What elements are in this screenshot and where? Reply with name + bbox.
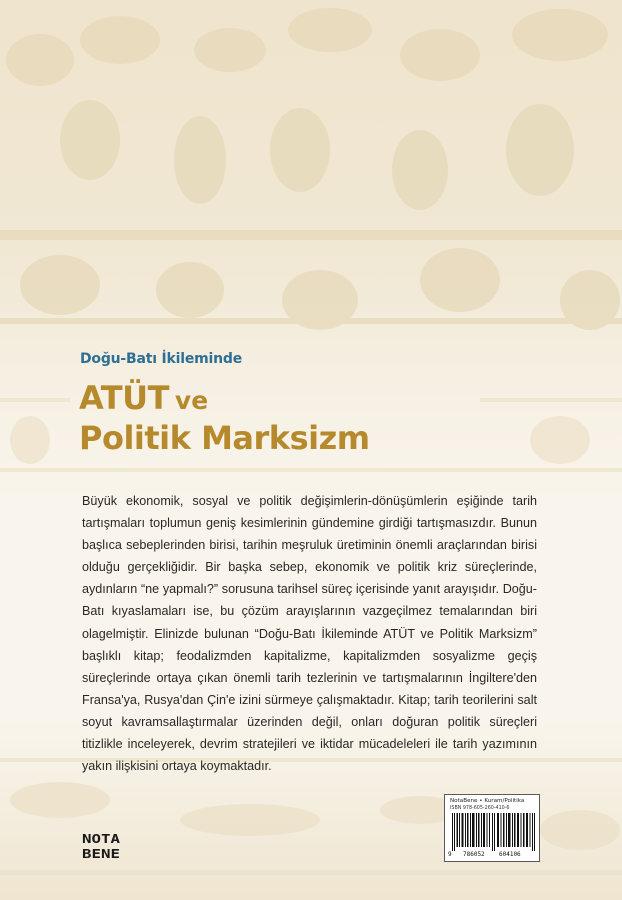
back-cover-blurb: Büyük ekonomik, sosyal ve politik değişimlerin-dönüşümlerin eşiğinde tarih tartışmaları toplumun geniş kesimlerinin gündemine girdiği tartışmasızdır. Bunun başlıca sebeplerinden birisi, tarihin meşruluk üretiminin önemli araçlarından birisi olduğu gerçekliğidir. Bir başka sebep, ekonomik ve politik kriz süreçlerinde, aydınların “ne yapmalı?” sorusuna tarihsel süreç içerisinde yanıt arayışıdır. Doğu-Batı kıyaslamaları ise, bu çözüm arayışlarının vazgeçilmez temalarından biri olagelmiştir. Elinizde bulunan “Doğu-Batı İkileminde ATÜT ve Politik Marksizm” başlıklı kitap; feodalizmden kapitalizme, kapitalizmden sosyalizme geçiş süreçlerinde ortaya çıkan önemli tarih tezlerinin ve tartışmalarının İngiltere'den Fransa'ya, Rusya'dan Çin'e izini sürmeye çalışmaktadır. Kitap; tarih teorilerini salt soyut kavramsallaştırmalar üzerinden değil, onları doğuran politik süreçleri titizlikle inceleyerek, devrim stratejileri ve iktidar mücadeleleri ile tarih yazımının yakın ilişkisini ortaya koymaktadır.	[82, 494, 537, 774]
barcode-digit-first: 9	[448, 851, 452, 858]
barcode-digits-left: 786052	[463, 851, 485, 858]
book-title-line-2: Politik Marksizm	[79, 419, 370, 457]
svg-text:NOTA: NOTA	[82, 831, 121, 846]
notabene-logo	[82, 830, 122, 860]
barcode-publisher-line: NotaBene • Kuram/Politika	[450, 798, 525, 804]
isbn-barcode	[444, 794, 540, 862]
barcode-digits	[448, 851, 538, 860]
barcode-digits-right: 604106	[499, 851, 521, 858]
book-title-ve: ve	[174, 386, 209, 415]
subtitle-kicker: Doğu-Batı İkileminde	[80, 351, 243, 367]
book-title-atut: ATÜT	[79, 379, 169, 417]
book-title-line-1	[79, 379, 208, 417]
isbn-number: ISBN 978-605-260-410-6	[450, 806, 510, 811]
svg-text:BENE: BENE	[82, 846, 120, 860]
barcode-bars	[451, 813, 535, 851]
